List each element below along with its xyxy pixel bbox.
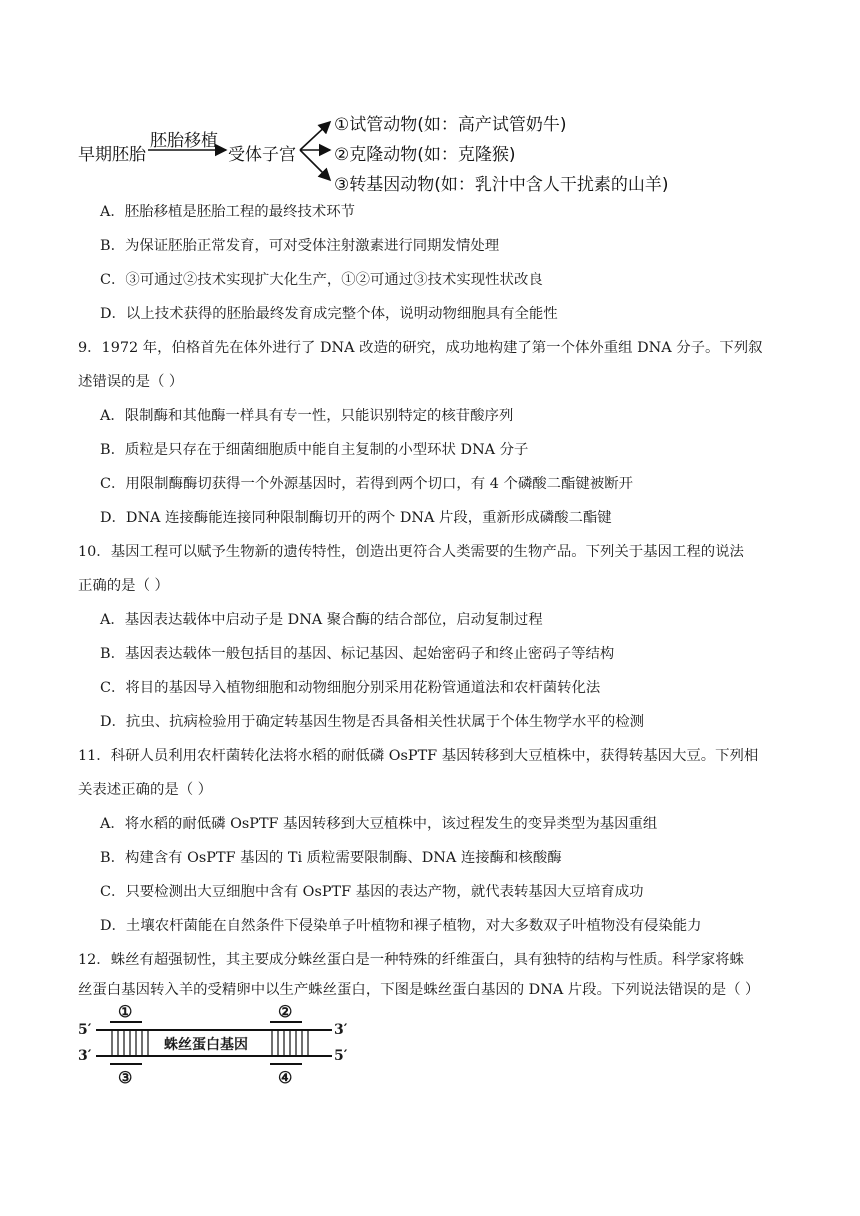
q9-stem-line2: 述错误的是（ ）	[78, 374, 184, 390]
top-right-end: 3′	[334, 1022, 348, 1038]
site-2-label: ②	[278, 1002, 293, 1021]
base-pairs-right	[272, 1030, 308, 1056]
q9-stem-line1: 9．1972 年，伯格首先在体外进行了 DNA 改造的研究，成功地构建了第一个体外重组 DNA 分子。下列叙	[78, 340, 763, 356]
embryo-transfer-diagram	[78, 104, 698, 198]
gene-label: 蛛丝蛋白基因	[164, 1037, 248, 1053]
q12-stem-line1: 12．蛛丝有超强韧性，其主要成分蛛丝蛋白是一种特殊的纤维蛋白，具有独特的结构与性质。科学家将蛛	[78, 952, 744, 968]
q10-stem-line2: 正确的是（ ）	[78, 578, 169, 594]
q11-option-d: D．土壤农杆菌能在自然条件下侵染单子叶植物和裸子植物，对大多数双子叶植物没有侵染能力	[100, 918, 702, 934]
q11-option-b: B．构建含有 OsPTF 基因的 Ti 质粒需要限制酶、DNA 连接酶和核酸酶	[100, 850, 562, 866]
q10-option-b: B．基因表达载体一般包括目的基因、标记基因、起始密码子和终止密码子等结构	[100, 646, 615, 662]
q10-option-c: C．将目的基因导入植物细胞和动物细胞分别采用花粉管通道法和农杆菌转化法	[100, 680, 601, 696]
outcome-1: ①试管动物(如：高产试管奶牛)	[334, 115, 567, 135]
q10-option-d: D．抗虫、抗病检验用于确定转基因生物是否具备相关性状属于个体生物学水平的检测	[100, 714, 644, 730]
q10-option-a: A．基因表达载体中启动子是 DNA 聚合酶的结合部位，启动复制过程	[100, 612, 543, 628]
q12-stem-line2: 丝蛋白基因转入羊的受精卵中以生产蛛丝蛋白，下图是蛛丝蛋白基因的 DNA 片段。下列说法错误的是（ ）	[78, 982, 760, 998]
q8-option-b: B．为保证胚胎正常发育，可对受体注射激素进行同期发情处理	[100, 238, 500, 254]
site-1-label: ①	[118, 1002, 133, 1021]
bottom-right-end: 5′	[334, 1048, 348, 1064]
spider-silk-dna-figure	[78, 1002, 358, 1096]
early-embryo-label: 早期胚胎	[78, 145, 146, 165]
q9-option-d: D．DNA 连接酶能连接同种限制酶切开的两个 DNA 片段，重新形成磷酸二酯键	[100, 510, 612, 526]
q10-stem-line1: 10．基因工程可以赋予生物新的遗传特性，创造出更符合人类需要的生物产品。下列关于基因工程的说法	[78, 544, 744, 560]
branch-arrow-3	[300, 150, 330, 180]
outcome-3: ③转基因动物(如：乳汁中含人干扰素的山羊)	[334, 175, 669, 195]
base-pairs-left	[112, 1030, 148, 1056]
q8-option-c: C．③可通过②技术实现扩大化生产，①②可通过③技术实现性状改良	[100, 272, 543, 288]
site-4-label: ④	[278, 1068, 293, 1087]
top-left-end: 5′	[78, 1022, 92, 1038]
q9-option-b: B．质粒是只存在于细菌细胞质中能自主复制的小型环状 DNA 分子	[100, 442, 529, 458]
q9-option-a: A．限制酶和其他酶一样具有专一性，只能识别特定的核苷酸序列	[100, 408, 514, 424]
site-3-label: ③	[118, 1068, 133, 1087]
branch-arrow-1	[300, 122, 330, 150]
q11-stem-line2: 关表述正确的是（ ）	[78, 782, 213, 798]
q11-option-c: C．只要检测出大豆细胞中含有 OsPTF 基因的表达产物，就代表转基因大豆培育成功	[100, 884, 644, 900]
embryo-transfer-label: 胚胎移植	[150, 131, 218, 151]
outcome-2: ②克隆动物(如：克隆猴)	[334, 145, 516, 165]
q8-option-d: D．以上技术获得的胚胎最终发育成完整个体，说明动物细胞具有全能性	[100, 306, 558, 322]
q8-option-a: A．胚胎移植是胚胎工程的最终技术环节	[100, 204, 356, 220]
bottom-left-end: 3′	[78, 1048, 92, 1064]
q11-stem-line1: 11．科研人员利用农杆菌转化法将水稻的耐低磷 OsPTF 基因转移到大豆植株中，获得转基因大豆。下列相	[78, 748, 759, 764]
recipient-uterus-label: 受体子宫	[228, 145, 296, 165]
q9-option-c: C．用限制酶酶切获得一个外源基因时，若得到两个切口，有 4 个磷酸二酯键被断开	[100, 476, 633, 492]
q11-option-a: A．将水稻的耐低磷 OsPTF 基因转移到大豆植株中，该过程发生的变异类型为基因重组	[100, 816, 658, 832]
